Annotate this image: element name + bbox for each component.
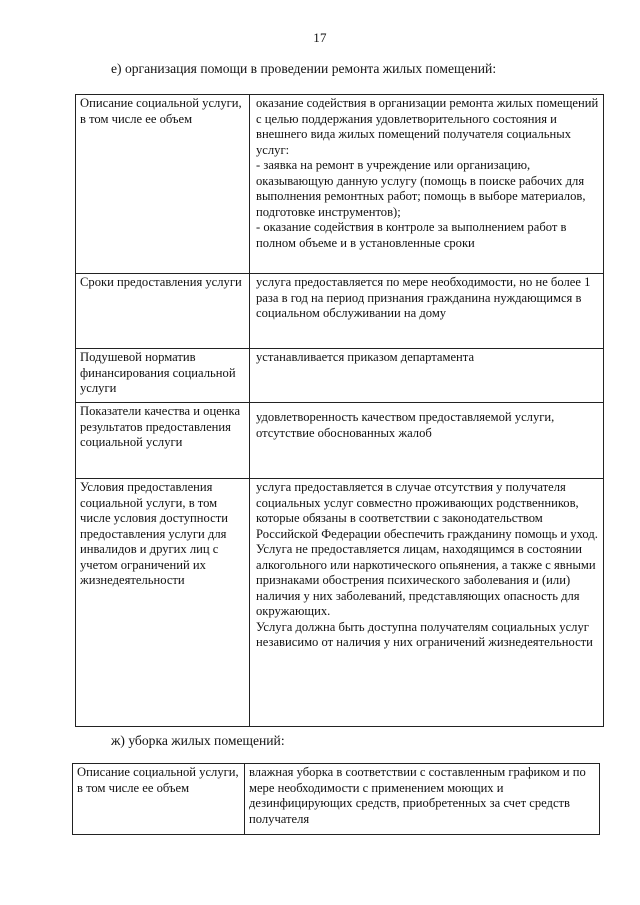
value-paragraph: Услуга не предоставляется лицам, находящимся в состоянии алкогольного или наркотического опьянения, а также с явными признаками обострения психического заболевания и (или) наличия у них заболеваний, представляющих опасность для окружающих. [256,542,596,618]
row-label-funding-norm: Подушевой норматив финансирования социальной услуги [76,349,250,403]
row-label-description: Описание социальной услуги, в том числе ее объем [73,764,245,835]
row-label-conditions: Условия предоставления социальной услуги, в том числе условия доступности предоставления услуги для инвалидов и других лиц с учетом ограничений их жизнедеятельности [76,479,250,727]
table-row [76,274,604,349]
page-number: 17 [313,30,327,45]
table-row [76,95,604,274]
row-value-description [245,764,600,835]
value-paragraph: влажная уборка в соответствии с составленным графиком и по мере необходимости с применением моющих и дезинфицирующих средств, приобретенных за счет средств получателя [249,765,586,826]
value-paragraph: удовлетворенность качеством предоставляемой услуги, отсутствие обоснованных жалоб [256,410,555,440]
service-table-cleaning [72,763,600,835]
value-paragraph: устанавливается приказом департамента [256,350,475,364]
row-value-quality [250,403,604,479]
section-title-e: е) организация помощи в проведении ремонта жилых помещений: [111,61,497,76]
value-paragraph: услуга предоставляется в случае отсутствия у получателя социальных услуг совместно проживающих родственников, которые обязаны в соответствии с законодательством Российской Федерации обеспечить гражданину помощь и уход. [256,480,598,541]
value-paragraph: услуга предоставляется по мере необходимости, но не более 1 раза в год на период признания гражданина нуждающимся в социальном обслуживании на дому [256,275,591,320]
table-row [76,349,604,403]
table-row [73,764,600,835]
table-row [76,479,604,727]
service-table-repair [75,94,604,727]
row-label-quality: Показатели качества и оценка результатов предоставления социальной услуги [76,403,250,479]
row-value-description [250,95,604,274]
row-value-funding-norm [250,349,604,403]
table-row [76,403,604,479]
value-paragraph: оказание содействия в организации ремонта жилых помещений с целью поддержания удовлетворительного состояния и внешнего вида жилых помещений получателя социальных услуг: [256,96,599,157]
value-paragraph: - оказание содействия в контроле за выполнением работ в полном объеме и в установленные сроки [256,220,567,250]
value-paragraph: Услуга должна быть доступна получателям социальных услуг независимо от наличия у них ограничений жизнедеятельности [256,619,593,649]
row-value-conditions [250,479,604,727]
section-title-zh: ж) уборка жилых помещений: [111,733,285,748]
row-value-terms [250,274,604,349]
row-label-description: Описание социальной услуги, в том числе ее объем [76,95,250,274]
row-label-terms: Сроки предоставления услуги [76,274,250,349]
value-paragraph: - заявка на ремонт в учреждение или организацию, оказывающую данную услугу (помощь в поиске рабочих для выполнения ремонтных работ; помощь в выборе материалов, подготовке инструментов); [256,158,586,219]
